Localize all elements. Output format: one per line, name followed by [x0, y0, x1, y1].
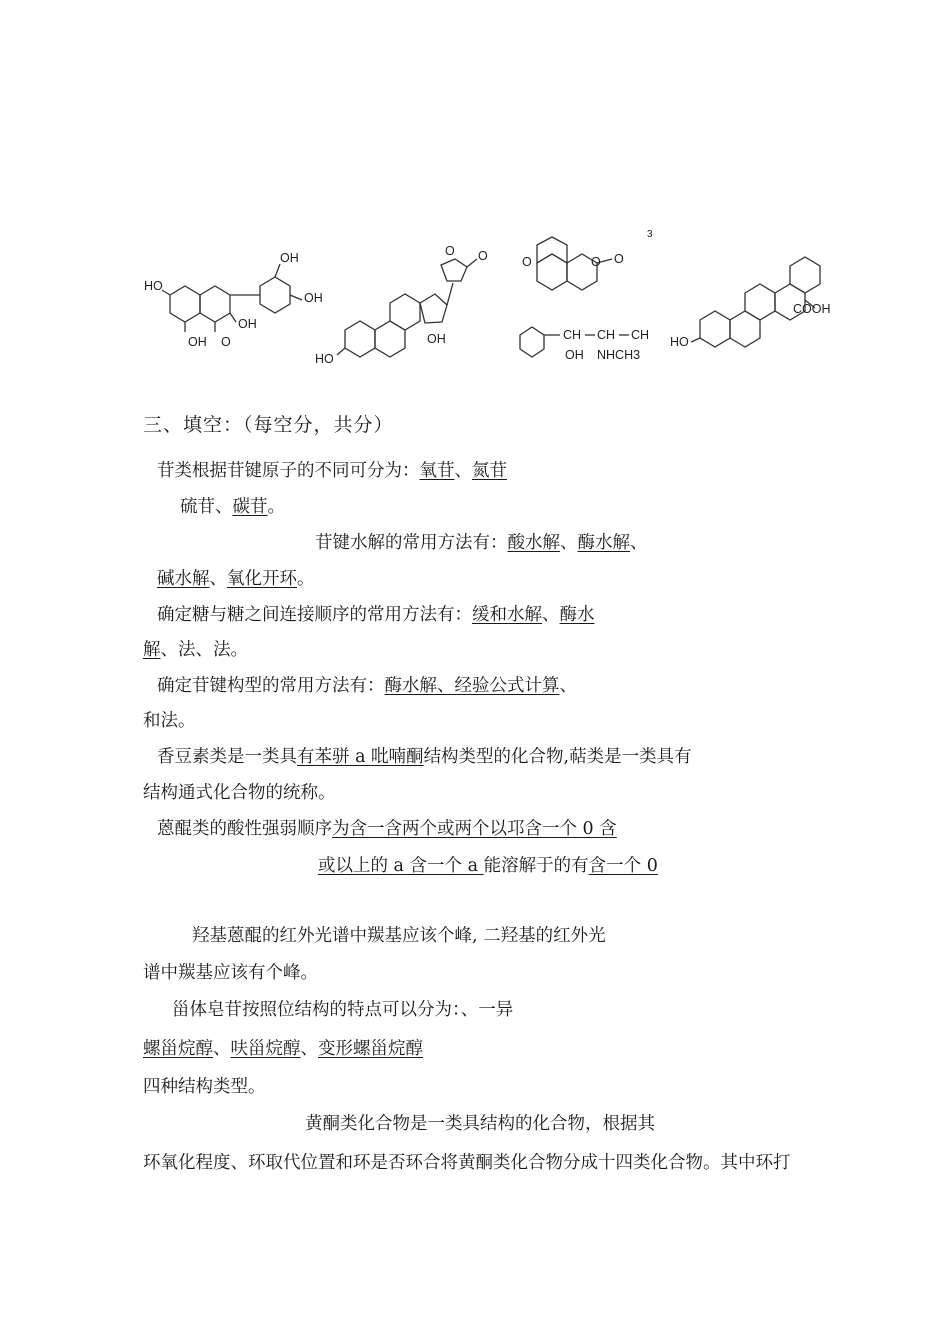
- text-line-3: [315, 532, 648, 554]
- ephedrine-label: OH: [565, 348, 584, 362]
- ephedrine-structure-image: [515, 317, 675, 367]
- cardenolide-label: O: [478, 249, 488, 263]
- punctuation: 。: [297, 569, 315, 589]
- line-text: 苷键水解的常用方法有：: [315, 533, 508, 553]
- line-text: 确定苷键构型的常用方法有：: [157, 676, 385, 696]
- answer-underlined: 变形螺甾烷醇: [318, 1039, 423, 1059]
- line-text: 苷类根据苷键原子的不同可分为：: [157, 461, 420, 481]
- triterpene-label: COOH: [793, 302, 831, 316]
- answer-underlined: 酶水解、经验公式计算: [384, 676, 560, 696]
- text-line-12: [318, 855, 658, 877]
- answer-underlined: 氮苷: [472, 461, 507, 481]
- flavonol-label: HO: [144, 279, 163, 293]
- text-line-8: 和法。: [143, 711, 196, 731]
- flavonol-label: O: [221, 335, 231, 349]
- text-line-16: [143, 1038, 423, 1060]
- flavonol-label: OH: [280, 251, 299, 265]
- answer-underlined: 为含一含两个或两个以邛含一个 0 含: [332, 819, 617, 839]
- answer-underlined: 碱水解: [157, 569, 210, 589]
- text-line-10: 结构通式化合物的统称。: [143, 783, 336, 803]
- answer-underlined: 酶水: [559, 605, 595, 625]
- triterpene-structure-image: [665, 240, 845, 370]
- section-heading: 三、填空：（每空分，共分）: [143, 414, 394, 436]
- ephedrine-label: CH: [597, 328, 616, 342]
- answer-underlined: 酸水解: [507, 533, 560, 553]
- separator: 、: [209, 569, 227, 589]
- answer-underlined: 呋甾烷醇: [230, 1039, 301, 1059]
- separator: 、: [300, 1039, 318, 1059]
- flavonol-label: OH: [188, 335, 207, 349]
- text-line-2: [180, 496, 285, 518]
- triterpene-label: HO: [670, 335, 689, 349]
- flavonol-label: OH: [304, 291, 323, 305]
- line-text: 、法、法。: [160, 640, 248, 660]
- text-line-7: [157, 675, 577, 697]
- coumarin-label: O: [522, 255, 532, 269]
- answer-underlined: 酶水解: [577, 533, 630, 553]
- corner-mark: 3: [647, 229, 653, 240]
- ephedrine-label: CH: [631, 328, 650, 342]
- separator: 、: [560, 533, 578, 553]
- separator: 、: [454, 461, 472, 481]
- text-line-15: 甾体皂苷按照位结构的特点可以分为：、一异: [172, 1000, 514, 1020]
- separator: 、: [213, 1039, 231, 1059]
- chemical-structures-row: [140, 225, 840, 375]
- answer-underlined: 碳苷: [232, 497, 268, 517]
- cardenolide-structure-image: [315, 225, 515, 370]
- ephedrine-label: NHCH3: [597, 348, 641, 362]
- answer-underlined: 氧化开环: [227, 569, 297, 589]
- punctuation: 。: [267, 497, 285, 517]
- flavonol-label: OH: [238, 317, 257, 331]
- line-text: 能溶解于的有: [483, 856, 589, 876]
- text-line-6: [143, 639, 248, 661]
- answer-underlined: 螺甾烷醇: [143, 1039, 213, 1059]
- text-line-18: 黄酮类化合物是一类具结构的化合物，根据其: [305, 1114, 655, 1134]
- cardenolide-label: OH: [427, 332, 446, 346]
- text-line-5: [157, 604, 595, 626]
- text-line-13: 羟基蒽醌的红外光谱中羰基应该个峰, 二羟基的红外光: [192, 926, 606, 946]
- text-line-9: [157, 746, 692, 768]
- cardenolide-label: O: [445, 244, 455, 258]
- text-line-4: [157, 568, 315, 590]
- answer-underlined: 或以上的 a 含一个 a: [318, 856, 484, 876]
- cardenolide-label: HO: [315, 352, 334, 366]
- answer-underlined: 有苯骈 a 吡喃酮: [297, 747, 424, 767]
- coumarin-label: O: [614, 252, 624, 266]
- line-text: 硫苷、: [180, 497, 233, 517]
- text-line-1: [157, 460, 507, 482]
- flavonol-structure-image: [140, 250, 340, 360]
- text-line-11: [157, 818, 617, 840]
- text-line-19: 环氧化程度、环取代位置和环是否环合将黄酮类化合物分成十四类化合物。其中环打: [143, 1153, 791, 1173]
- punctuation: 、: [559, 676, 577, 696]
- answer-underlined: 含一个 0: [588, 856, 658, 876]
- ephedrine-label: CH: [563, 328, 582, 342]
- line-text: 香豆素类是一类具: [157, 747, 297, 767]
- separator: 、: [630, 533, 648, 553]
- text-line-17: 四种结构类型。: [143, 1077, 266, 1097]
- answer-underlined: 缓和水解: [472, 605, 542, 625]
- text-line-14: 谱中羰基应该有个峰。: [143, 963, 318, 983]
- coumarin-label: O: [591, 255, 601, 269]
- separator: 、: [542, 605, 560, 625]
- answer-underlined: 解: [143, 640, 161, 660]
- line-text: 结构类型的化合物,萜类是一类具有: [423, 747, 692, 767]
- line-text: 蒽醌类的酸性强弱顺序: [157, 819, 332, 839]
- line-text: 确定糖与糖之间连接顺序的常用方法有：: [157, 605, 472, 625]
- answer-underlined: 氧苷: [419, 461, 455, 481]
